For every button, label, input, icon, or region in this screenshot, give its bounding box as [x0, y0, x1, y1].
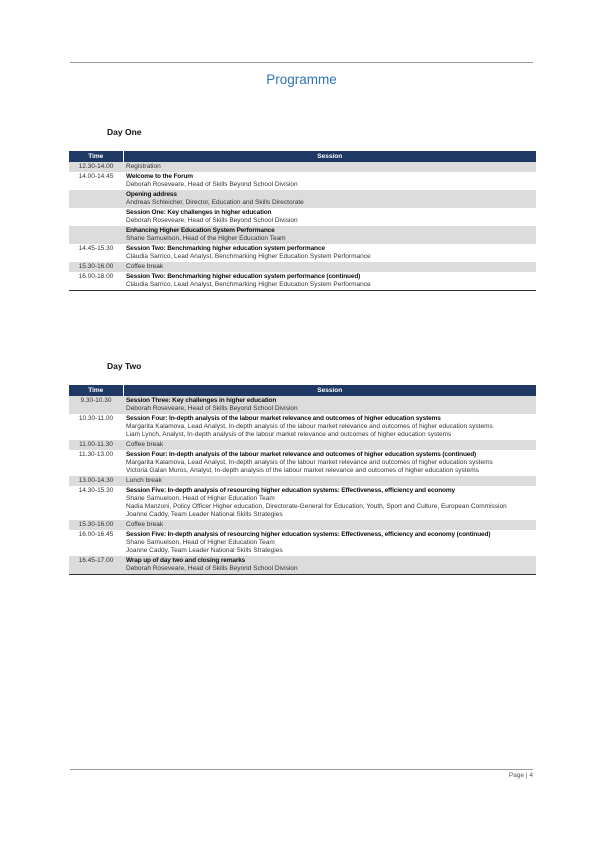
session-time: 12.30-14.00	[69, 162, 123, 172]
session-time: 16.45-17.00	[69, 556, 123, 575]
session-detail: Coffee break	[126, 521, 164, 528]
session-title: Session Four: In-depth analysis of the labour market relevance and outcomes of higher education systems	[126, 415, 441, 422]
table-row	[69, 208, 536, 226]
session-detail: Shane Samuelson, Head of Higher Education Team	[126, 495, 275, 502]
session-time: 15.30-16.00	[69, 262, 123, 272]
day-two-heading: Day Two	[107, 361, 142, 371]
session-title: Opening address	[126, 191, 177, 198]
table-row	[69, 486, 536, 520]
session-cell	[123, 556, 536, 575]
session-cell	[123, 520, 536, 530]
session-cell	[123, 396, 536, 414]
session-time: 11.30-13.00	[78, 451, 114, 458]
session-column-header: Session	[123, 151, 536, 162]
session-detail: Shane Samuelson, Head of the Higher Education Team	[126, 235, 286, 242]
session-detail: Joanne Caddy, Team Leader National Skills Strategies	[126, 511, 283, 518]
session-title: Session Four: In-depth analysis of the labour market relevance and outcomes of higher education systems (continued)	[126, 451, 477, 458]
session-detail: Deborah Roseveare, Head of Skills Beyond School Division	[126, 405, 298, 412]
session-cell	[123, 162, 536, 172]
session-title: Session Five: In-depth analysis of resourcing higher education systems: Effectiveness, efficiency and economy (continued)	[126, 531, 491, 538]
page-number: Page | 4	[508, 772, 533, 779]
session-detail: Deborah Roseveare, Head of Skills Beyond School Division	[126, 565, 298, 572]
session-detail: Deborah Roseveare, Head of Skills Beyond School Division	[126, 181, 298, 188]
header-rule	[70, 62, 533, 63]
session-detail: Registration	[126, 163, 161, 170]
table-row	[69, 162, 536, 172]
session-time: 9.30-10.30	[69, 396, 123, 414]
session-detail: Margarita Kalamova, Lead Analyst, In-depth analysis of the labour market relevance and outcomes of higher education systems	[126, 423, 493, 430]
table-row	[69, 440, 536, 450]
table-header-row	[69, 151, 536, 162]
session-detail: Joanne Caddy, Team Leader National Skills Strategies	[126, 547, 283, 554]
table-row	[69, 476, 536, 486]
session-detail: Deborah Roseveare, Head of Skills Beyond School Division	[126, 217, 298, 224]
session-title: Session Two: Benchmarking higher education system performance (continued)	[126, 273, 361, 280]
session-detail: Coffee break	[126, 441, 164, 448]
session-time: 16.00-16.45	[78, 531, 114, 538]
session-time: 13.00-14.30	[69, 476, 123, 486]
session-cell	[123, 244, 536, 262]
page-title: Programme	[266, 72, 337, 87]
session-detail: Nadia Manzoni, Policy Officer Higher education, Directorate-General for Education, Youth, Sport and Culture, European Commission	[126, 503, 507, 510]
time-column-header: Time	[69, 151, 123, 162]
session-detail: Cláudia Sarrico, Lead Analyst, Benchmarking Higher Education System Performance	[126, 281, 371, 288]
session-title: Session Three: Key challenges in higher education	[126, 397, 277, 404]
session-time: 14.30-15.30	[78, 487, 114, 494]
session-cell	[123, 208, 536, 226]
session-cell	[123, 476, 536, 486]
day-one-rows	[69, 162, 536, 291]
time-column-header: Time	[69, 385, 123, 396]
session-time: 11.00-11.30	[69, 440, 123, 450]
session-cell	[123, 440, 536, 450]
session-time	[69, 208, 123, 226]
session-time: 15.30-16.00	[69, 520, 123, 530]
table-row	[69, 272, 536, 291]
table-row	[69, 172, 536, 190]
session-cell	[123, 530, 536, 556]
table-row	[69, 530, 536, 556]
footer-rule	[70, 769, 533, 770]
session-column-header: Session	[123, 385, 536, 396]
session-title: Session One: Key challenges in higher education	[126, 209, 272, 216]
table-row	[69, 520, 536, 530]
day-one-table	[69, 151, 536, 291]
session-detail: Coffee break	[126, 263, 164, 270]
session-detail: Lunch break	[126, 477, 162, 484]
table-row	[69, 226, 536, 244]
session-detail: Cláudia Sarrico, Lead Analyst, Benchmarking Higher Education System Performance	[126, 253, 371, 260]
session-cell	[123, 450, 536, 476]
session-time	[69, 190, 123, 208]
session-detail: Andreas Schleicher, Director, Education and Skills Directorate	[126, 199, 304, 206]
day-two-rows	[69, 396, 536, 575]
session-cell	[123, 486, 536, 520]
table-row	[69, 190, 536, 208]
session-time: 16.00-18.00	[69, 272, 123, 291]
session-title: Session Five: In-depth analysis of resourcing higher education systems: Effectiveness, efficiency and economy	[126, 487, 455, 494]
table-header-row	[69, 385, 536, 396]
session-detail: Margarita Kalamova, Lead Analyst, In-depth analysis of the labour market relevance and outcomes of higher education systems	[126, 459, 493, 466]
session-detail: Shane Samuelson, Head of Higher Education Team	[126, 539, 275, 546]
session-cell	[123, 272, 536, 291]
session-detail: Victoria Galan Muros, Analyst, In-depth analysis of the labour market relevance and outcomes of higher education systems	[126, 467, 479, 474]
session-title: Welcome to the Forum	[126, 173, 193, 180]
session-cell	[123, 190, 536, 208]
day-two-table	[69, 385, 536, 575]
session-cell	[123, 172, 536, 190]
session-time: 14.45-15.30	[78, 245, 114, 252]
session-title: Session Two: Benchmarking higher education system performance	[126, 245, 325, 252]
session-time	[69, 226, 123, 244]
session-time: 14.00-14.45	[78, 173, 114, 180]
table-row	[69, 450, 536, 476]
table-row	[69, 556, 536, 575]
day-one-heading: Day One	[107, 127, 142, 137]
session-detail: Liam Lynch, Analyst, In-depth analysis of the labour market relevance and outcomes of higher education systems	[126, 431, 452, 438]
table-row	[69, 396, 536, 414]
session-cell	[123, 262, 536, 272]
session-title: Wrap up of day two and closing remarks	[126, 557, 246, 564]
table-row	[69, 244, 536, 262]
table-row	[69, 414, 536, 440]
session-time: 10.30-11.00	[78, 415, 114, 422]
session-cell	[123, 226, 536, 244]
table-row	[69, 262, 536, 272]
session-cell	[123, 414, 536, 440]
session-title: Enhancing Higher Education System Performance	[126, 227, 275, 234]
